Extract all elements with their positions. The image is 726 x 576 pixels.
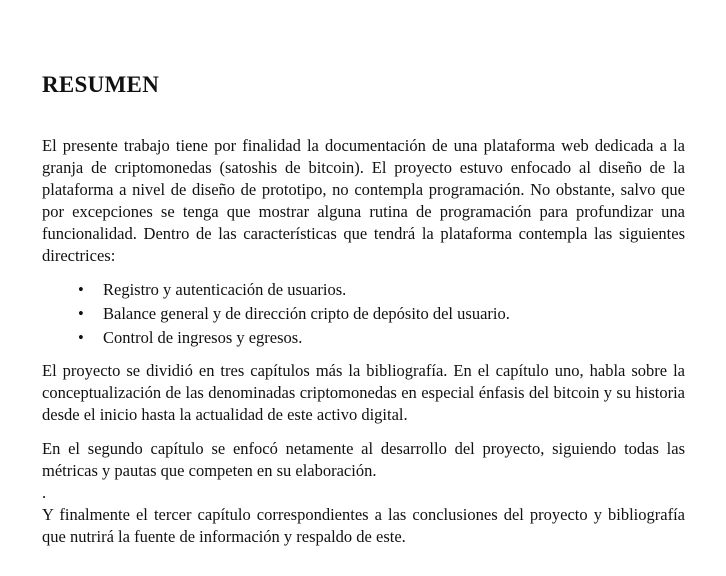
bullet-item-control	[78, 327, 685, 349]
bullet-icon: •	[78, 304, 84, 323]
paragraph-chapters: El proyecto se dividió en tres capítulos más la bibliografía. En el capítulo uno, habla sobre la conceptualización de las denominadas criptomonedas en especial énfasis del bitcoin y su historia desde el inicio hasta la actualidad de este activo digital.	[42, 361, 685, 424]
bullet-item-label: Control de ingresos y egresos.	[103, 328, 303, 347]
paragraph-second-chapter: En el segundo capítulo se enfocó netamente al desarrollo del proyecto, siguiendo todas las métricas y pautas que competen en su elaboración.	[42, 439, 685, 480]
bullet-item-label: Registro y autenticación de usuarios.	[103, 280, 347, 299]
bullet-icon: •	[78, 328, 84, 347]
bullet-list	[42, 279, 685, 349]
document-title: RESUMEN	[42, 72, 160, 97]
paragraph-intro: El presente trabajo tiene por finalidad la documentación de una plataforma web dedicada a la granja de criptomonedas (satoshis de bitcoin). El proyecto estuvo enfocado al diseño de la plataforma a nivel de diseño de prototipo, no contempla programación. No obstante, salvo que por excepciones se tenga que mostrar alguna rutina de programación para profundizar una funcionalidad. Dentro de las características que tendrá la plataforma contempla las siguientes directrices:	[42, 136, 685, 265]
bullet-item-balance	[78, 303, 685, 325]
bullet-item-registro	[78, 279, 685, 301]
bullet-icon: •	[78, 280, 84, 299]
bullet-item-label: Balance general y de dirección cripto de depósito del usuario.	[103, 304, 510, 323]
stray-period-line: .	[42, 483, 47, 502]
paragraph-final: Y finalmente el tercer capítulo correspondientes a las conclusiones del proyecto y bibliografía que nutrirá la fuente de información y respaldo de este.	[42, 505, 685, 546]
